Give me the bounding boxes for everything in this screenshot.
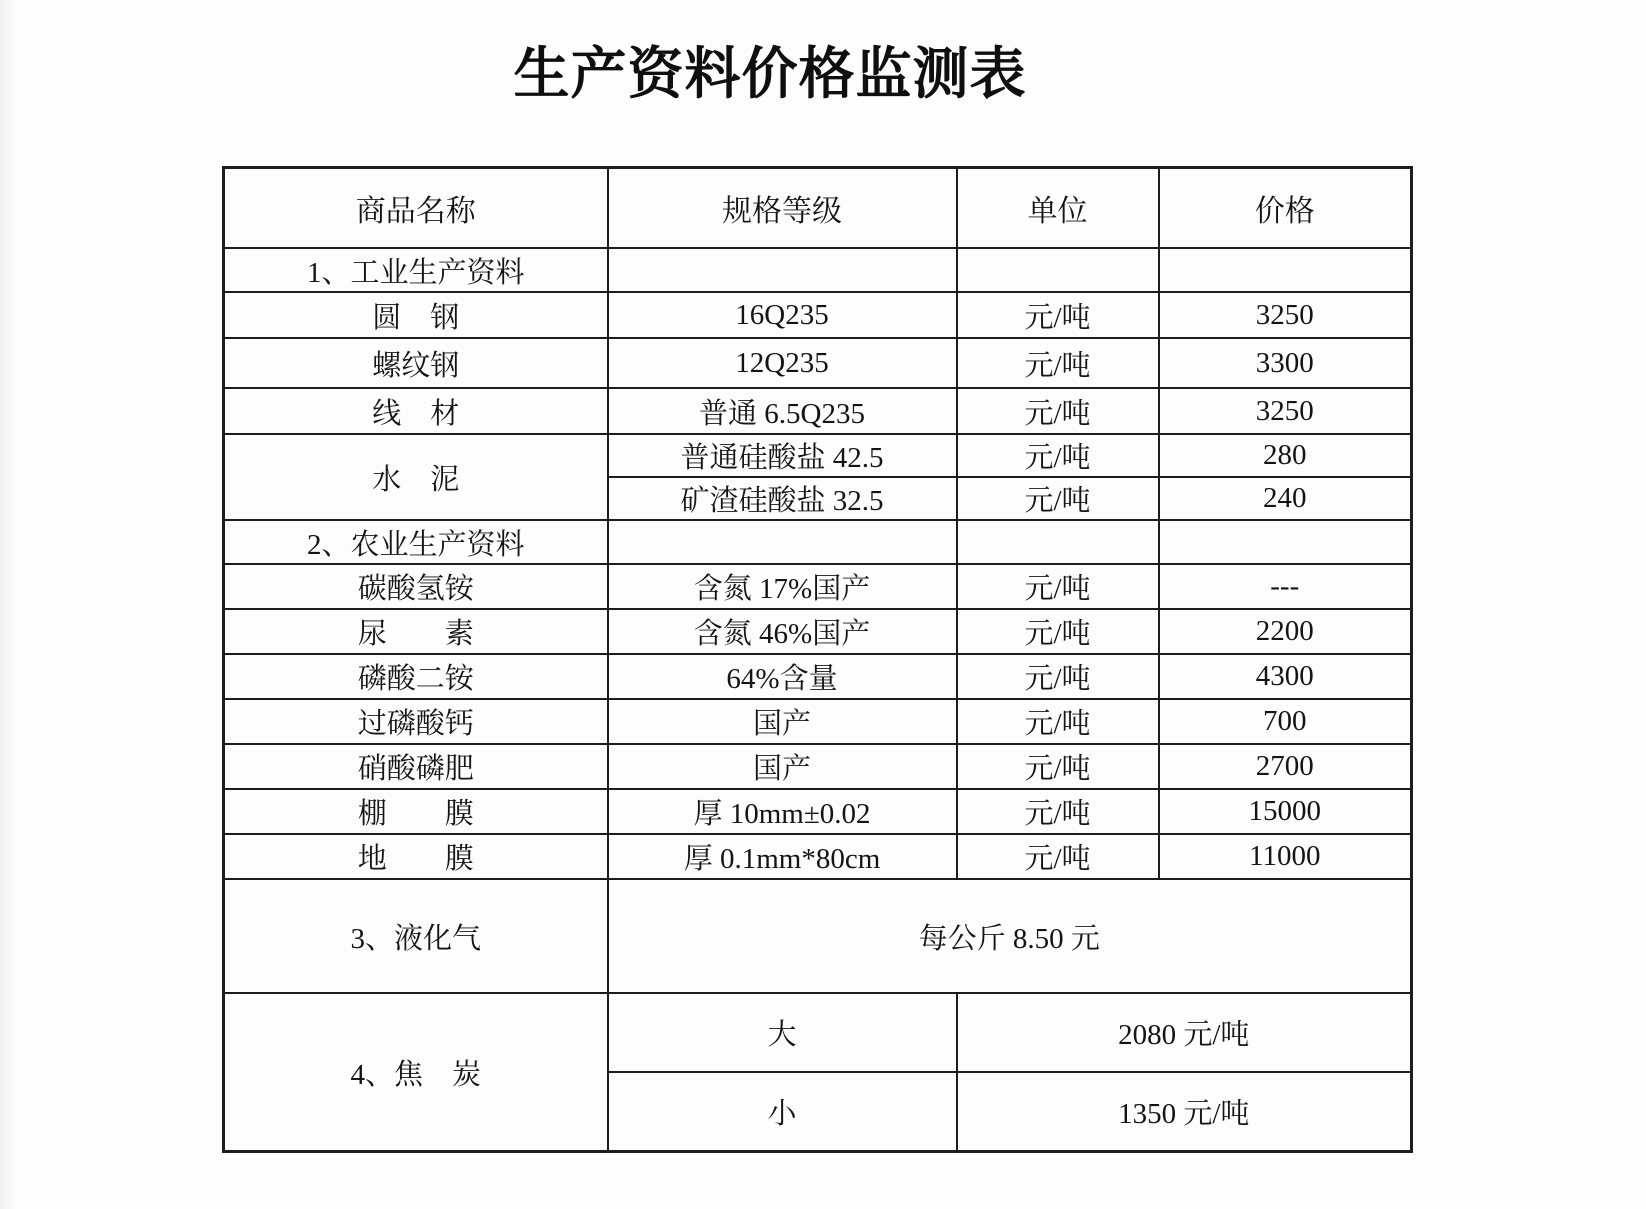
table-row-cement [224, 434, 1412, 477]
table-row [224, 388, 1412, 434]
cell-product-name: 水 泥 [224, 434, 608, 520]
cell-unit: 元/吨 [957, 477, 1159, 520]
section-label: 1、工业生产资料 [224, 248, 608, 292]
table-row [224, 338, 1412, 388]
cell-unit: 元/吨 [957, 292, 1159, 338]
header-product-name: 商品名称 [224, 168, 608, 249]
cell-price: 11000 [1159, 834, 1412, 879]
cell-coke-price: 2080 元/吨 [957, 993, 1412, 1072]
cell-product-name: 地 膜 [224, 834, 608, 879]
empty-cell [957, 520, 1159, 564]
cell-product-name: 线 材 [224, 388, 608, 434]
cell-price: 3250 [1159, 292, 1412, 338]
cell-spec: 国产 [608, 744, 957, 789]
cell-price: 2200 [1159, 609, 1412, 654]
table-header-row [224, 168, 1412, 249]
cell-coke-size: 小 [608, 1072, 957, 1152]
cell-spec: 含氮 17%国产 [608, 564, 957, 609]
section-row-agricultural [224, 520, 1412, 564]
cell-product-name: 螺纹钢 [224, 338, 608, 388]
cell-price: 15000 [1159, 789, 1412, 834]
table-row [224, 654, 1412, 699]
table-row-coke [224, 993, 1412, 1072]
cell-unit: 元/吨 [957, 654, 1159, 699]
cell-product-name: 棚 膜 [224, 789, 608, 834]
table-row [224, 292, 1412, 338]
cell-spec: 厚 0.1mm*80cm [608, 834, 957, 879]
cell-spec: 16Q235 [608, 292, 957, 338]
cell-product-name: 圆 钢 [224, 292, 608, 338]
cell-spec: 64%含量 [608, 654, 957, 699]
table-row-lpg [224, 879, 1412, 993]
cell-price: 4300 [1159, 654, 1412, 699]
cell-product-name: 过磷酸钙 [224, 699, 608, 744]
cell-spec: 国产 [608, 699, 957, 744]
cell-unit: 元/吨 [957, 434, 1159, 477]
cell-price: 280 [1159, 434, 1412, 477]
cell-spec: 12Q235 [608, 338, 957, 388]
cell-product-name: 磷酸二铵 [224, 654, 608, 699]
cell-lpg-price: 每公斤 8.50 元 [608, 879, 1412, 993]
table-row [224, 744, 1412, 789]
empty-cell [1159, 248, 1412, 292]
cell-spec: 矿渣硅酸盐 32.5 [608, 477, 957, 520]
cell-coke-price: 1350 元/吨 [957, 1072, 1412, 1152]
cell-unit: 元/吨 [957, 699, 1159, 744]
cell-unit: 元/吨 [957, 834, 1159, 879]
cell-coke-size: 大 [608, 993, 957, 1072]
cell-product-name: 尿 素 [224, 609, 608, 654]
cell-product-name: 4、焦 炭 [224, 993, 608, 1152]
cell-price: 3300 [1159, 338, 1412, 388]
page-title: 生产资料价格监测表 [513, 44, 1027, 106]
cell-price: 700 [1159, 699, 1412, 744]
cell-price: 2700 [1159, 744, 1412, 789]
section-label: 2、农业生产资料 [224, 520, 608, 564]
header-unit: 单位 [957, 168, 1159, 249]
header-spec-grade: 规格等级 [608, 168, 957, 249]
empty-cell [608, 520, 957, 564]
cell-unit: 元/吨 [957, 388, 1159, 434]
cell-unit: 元/吨 [957, 564, 1159, 609]
empty-cell [1159, 520, 1412, 564]
table-row [224, 699, 1412, 744]
table-row [224, 834, 1412, 879]
cell-price: 240 [1159, 477, 1412, 520]
table-row [224, 564, 1412, 609]
cell-spec: 含氮 46%国产 [608, 609, 957, 654]
price-monitoring-table [222, 166, 1413, 1153]
cell-unit: 元/吨 [957, 338, 1159, 388]
section-row-industrial [224, 248, 1412, 292]
cell-product-name: 3、液化气 [224, 879, 608, 993]
empty-cell [608, 248, 957, 292]
cell-spec: 普通硅酸盐 42.5 [608, 434, 957, 477]
cell-product-name: 硝酸磷肥 [224, 744, 608, 789]
cell-product-name: 碳酸氢铵 [224, 564, 608, 609]
table-row [224, 789, 1412, 834]
header-price: 价格 [1159, 168, 1412, 249]
cell-unit: 元/吨 [957, 789, 1159, 834]
cell-spec: 厚 10mm±0.02 [608, 789, 957, 834]
table-row [224, 609, 1412, 654]
cell-price: --- [1159, 564, 1412, 609]
cell-price: 3250 [1159, 388, 1412, 434]
cell-spec: 普通 6.5Q235 [608, 388, 957, 434]
cell-unit: 元/吨 [957, 744, 1159, 789]
cell-unit: 元/吨 [957, 609, 1159, 654]
empty-cell [957, 248, 1159, 292]
